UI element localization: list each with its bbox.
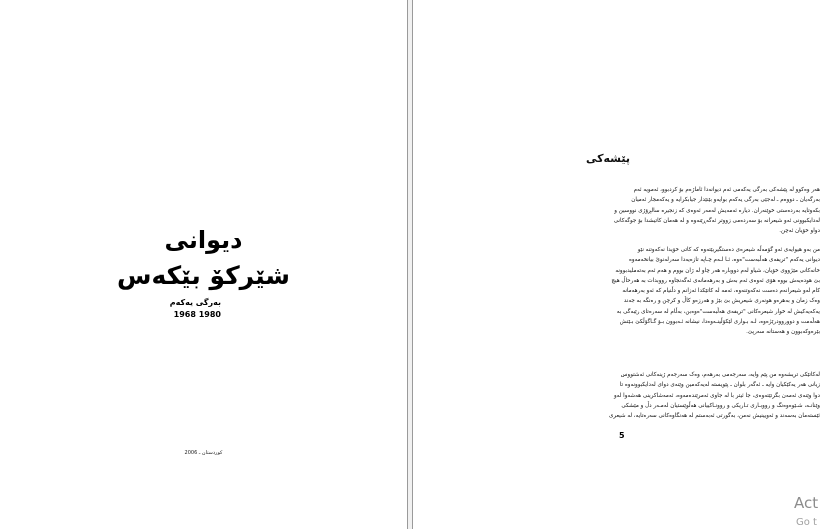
text-line: بێ هودەیەش بووە هۆی ئەوەی ئەم بەش و بەرهەمانەی ئەگەنجاوە رووبدات بە هەرحاڵ هیچ <box>611 277 820 284</box>
text-line: هەر وەکوو لە پێشەکی بەرگی یەکەمی ئەم دیوانەدا ئاماژەم بۆ کردبوو، ئەمویە ئەم <box>633 187 820 193</box>
page-number: 5 <box>619 431 625 440</box>
publication-footer: کوردستان ـ 2006 <box>184 450 223 456</box>
text-line: دواو خۆیان ئەچن. <box>779 228 820 235</box>
preface-paragraph-1 <box>505 185 820 236</box>
text-line: لەدایکبوونی ئەو شیعرانە بۆ سەردەمی زووتر ئەگەڕێنەوە و لە هەمان کاتیشدا بۆ جوگەکانی <box>613 217 820 224</box>
volume-years: 1968 1980 <box>173 310 221 319</box>
text-line: خانەکانی مێژووی خۆیان، شیاو لەم دووبارە هەر چاو لە ژان بووم و هەم ئەم بەتەملیدبوونە <box>615 267 820 274</box>
preface-paragraph-2 <box>505 245 820 338</box>
text-line: لەکاتێکی تریشەوە من پێم وایە، سەرجەمی بەرهەم، وەک سەرجەم ژینەکانی ئەشتووس <box>620 372 820 378</box>
text-line: وەک زمان و بەهرەو هونەری شیعریش بێ بێژ و هەرزەو کاڵ و کرچن و رەنگە بە جەند <box>623 298 820 305</box>
book-title-line-2: شێرکۆ بێکەس <box>116 261 291 290</box>
text-line: من بەو هیوایەی ئەو گۆمەڵە شیعرەی دەستگیربێتەوە کە کاتی خۆیدا نەکەوتنە نێو <box>637 247 820 253</box>
book-title-line-1: دیوانی <box>164 226 243 254</box>
preface-paragraph-3 <box>505 370 820 421</box>
page-title-page <box>0 0 407 529</box>
text-line: دیوانی یەکەم "تریفەی هەڵبەست"ەوە، ئـا لـەم چـاپە تازەیەدا سەرلەنوێ بیانخەمەوە <box>628 257 820 264</box>
text-line: بێرەوکەبوون و هەستانە سەرپێ. <box>746 329 820 336</box>
text-line: ئێستەمان بەسەند و ئەویینیش نەمن، بەگورتی ئەبەستم لە هەنگاوەکانی سەرەتایە، لە شیعری <box>609 413 820 420</box>
text-line: هەڵەمت و دووروودرێژەوە، لـە بـواری لێکۆڵینـەوەدا، نیشانە ئـەبوون بـۆ گـاگۆڵکێ بـێتش <box>619 319 820 326</box>
text-line: بکەوتایە بەردەستی خوێنەران. دیارە ئەمەیش لەمەر ئەوەی کە زنجیرە سالڕۆژی نووسین و <box>614 207 820 214</box>
text-line: یەکەیەکیش لە خوار شیعرەکانی "تریفەی هەڵبەست"ەوەبن، بەڵام لە سەرەتای رێبەگی بە <box>616 308 820 315</box>
activation-watermark-line-1: Act <box>794 494 819 512</box>
preface-heading: پێشەکی <box>585 152 630 165</box>
volume-label: بەرگی یەکەم <box>169 298 221 307</box>
text-line: بەرگەیان ـ دووەم ـ لەجێی بەرگی یەکەم بوایەو بێنێدار جیابکرایە و یەکەمجار ئەمیان <box>631 197 820 204</box>
text-line: دوا وێنەی ئەمەن بگرتێتەوەی، جا ئیتر با لە جاوی ئەمرێندەمەوە، ئەمەشاکرینی هەشەوا لەو <box>613 392 820 399</box>
text-line: کام لەو شیعرانەم دەست نەکەوتنەوە، ئەمە لە کاتێکدا ئەزانم و دڵنیام کە ئەو بەرهەمانە <box>622 288 820 295</box>
activation-watermark-line-2: Go t <box>796 517 817 528</box>
text-line: وێنانـە، شـێوەوەنگ و رووبـاری تـاریکی و روونـاکییانی هەڵوێستیان لەمـەر دڵ و مێشکی <box>621 402 820 409</box>
text-line: زیانی هەر یەکێکیان وایە ـ ئەگەر بلوان ـ پێویستە لەیەکەمین وێنەی دوای لەدایکبوونەوە تا <box>619 382 820 389</box>
